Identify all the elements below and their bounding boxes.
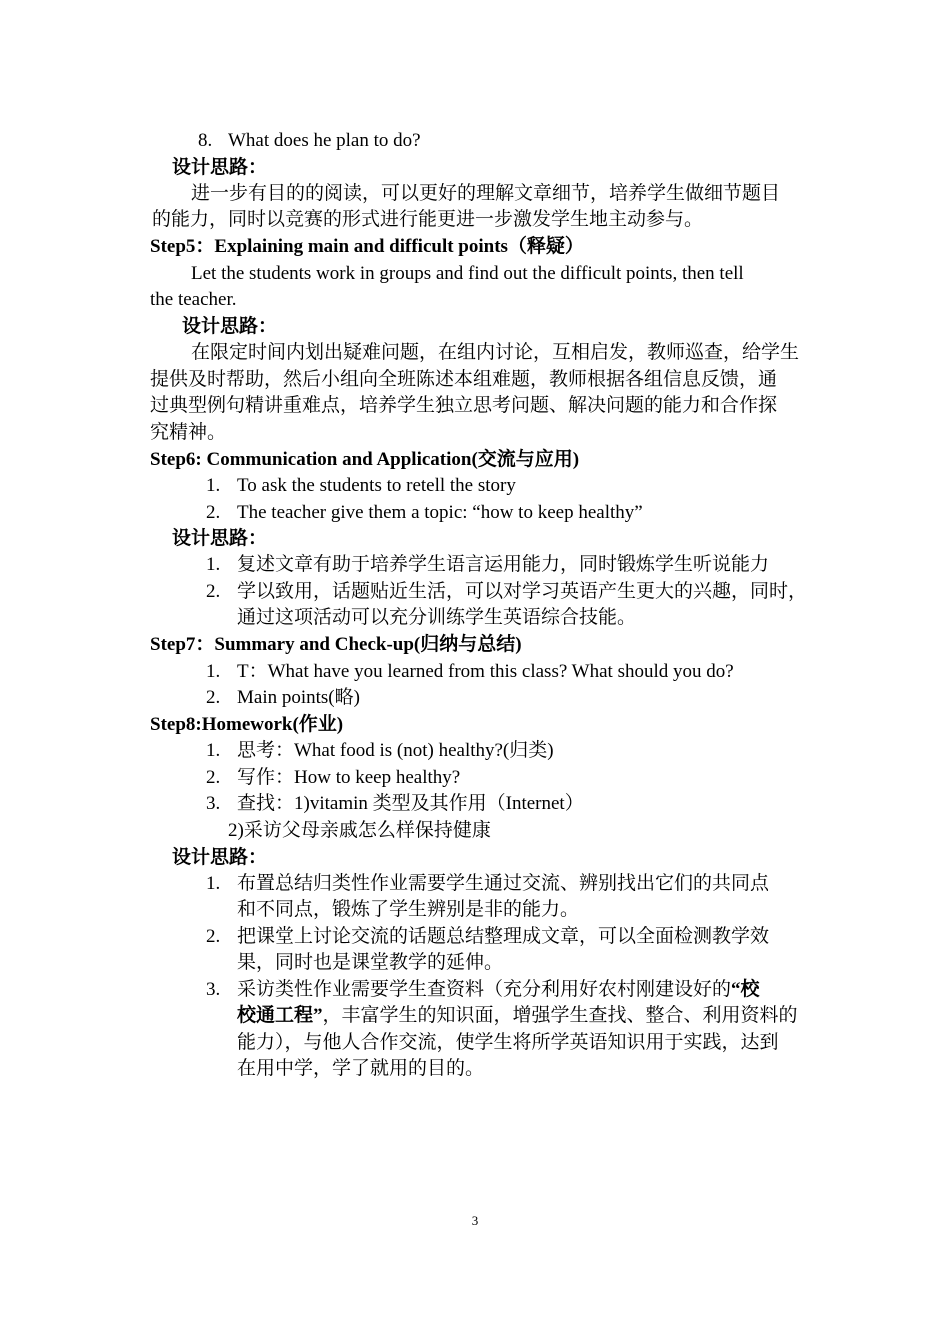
list-item-text: The teacher give them a topic: “how to keep healthy” (237, 502, 643, 523)
paragraph-line: 进一步有目的的阅读，可以更好的理解文章细节，培养学生做细节题目 (191, 183, 781, 204)
list-item-text (237, 1004, 798, 1028)
paragraph-line: Let the students work in groups and find out the difficult points, then tell (191, 263, 744, 284)
list-number: 2. (206, 926, 221, 947)
list-item-text: 写作：How to keep healthy? (237, 767, 461, 788)
list-number: 1. (206, 873, 221, 894)
list-item-text: Main points(略) (237, 687, 360, 708)
list-item-text: 学以致用，话题贴近生活，可以对学习英语产生更大的兴趣，同时， (237, 581, 808, 602)
step-heading: Step7：Summary and Check-up(归纳与总结) (150, 634, 522, 655)
list-number: 8. (198, 130, 213, 151)
list-item-text: 和不同点，锻炼了学生辨别是非的能力。 (237, 899, 580, 920)
emphasis-text: “校 (731, 979, 760, 1000)
list-item-text: 查找：1)vitamin 类型及其作用（Internet） (237, 793, 584, 814)
paragraph-line: 的能力，同时以竞赛的形式进行能更进一步激发学生地主动参与。 (152, 209, 704, 230)
list-number: 2. (206, 687, 221, 708)
step-heading: Step6: Communication and Application(交流与应用) (150, 449, 580, 470)
design-idea-label: 设计思路： (172, 528, 268, 549)
list-item-text: What does he plan to do? (228, 130, 421, 151)
list-number: 3. (206, 979, 221, 1000)
design-idea-label: 设计思路： (172, 847, 268, 868)
paragraph-line: the teacher. (150, 289, 237, 310)
list-item-text: To ask the students to retell the story (237, 475, 516, 496)
list-number: 1. (206, 554, 221, 575)
list-number: 2. (206, 767, 221, 788)
list-item-text: 把课堂上讨论交流的话题总结整理成文章，可以全面检测教学效 (237, 926, 770, 947)
list-item-text: 复述文章有助于培养学生语言运用能力，同时锻炼学生听说能力 (237, 554, 770, 575)
list-item-text-part: 采访类性作业需要学生查资料（充分利用好农村刚建设好的 (237, 979, 732, 1000)
list-item-text: 能力），与他人合作交流，使学生将所学英语知识用于实践，达到 (237, 1032, 779, 1053)
list-number: 2. (206, 502, 221, 523)
list-item-text-part: ，丰富学生的知识面，增强学生查找、整合、利用资料的 (322, 1005, 798, 1026)
list-item-subtext: 2)采访父母亲戚怎么样保持健康 (228, 820, 491, 841)
list-item-text: 果，同时也是课堂教学的延伸。 (237, 952, 504, 973)
paragraph-line: 过典型例句精讲重难点，培养学生独立思考问题、解决问题的能力和合作探 (150, 395, 778, 416)
emphasis-text: 校通工程” (237, 1005, 323, 1026)
paragraph-line: 提供及时帮助，然后小组向全班陈述本组难题，教师根据各组信息反馈，通 (150, 369, 778, 390)
list-number: 1. (206, 740, 221, 761)
list-item-text: 在用中学，学了就用的目的。 (237, 1058, 485, 1079)
list-number: 1. (206, 661, 221, 682)
paragraph-line: 在限定时间内划出疑难问题，在组内讨论，互相启发，教师巡查，给学生 (191, 342, 800, 363)
list-item-text: 布置总结归类性作业需要学生通过交流、辨别找出它们的共同点 (237, 873, 770, 894)
design-idea-label: 设计思路： (182, 316, 278, 337)
step-heading: Step8:Homework(作业) (150, 714, 344, 735)
list-item-text: 通过这项活动可以充分训练学生英语综合技能。 (237, 607, 637, 628)
page-number: 3 (471, 1213, 479, 1228)
list-item-text: T：What have you learned from this class? What should you do? (237, 661, 734, 682)
paragraph-line: 究精神。 (150, 422, 227, 443)
step-heading: Step5：Explaining main and difficult points（释疑） (150, 236, 584, 257)
list-item-text: 思考：What food is (not) healthy?(归类) (237, 740, 554, 761)
list-number: 1. (206, 475, 221, 496)
list-item-text (237, 978, 760, 1002)
list-number: 3. (206, 793, 221, 814)
list-number: 2. (206, 581, 221, 602)
design-idea-label: 设计思路： (172, 157, 268, 178)
